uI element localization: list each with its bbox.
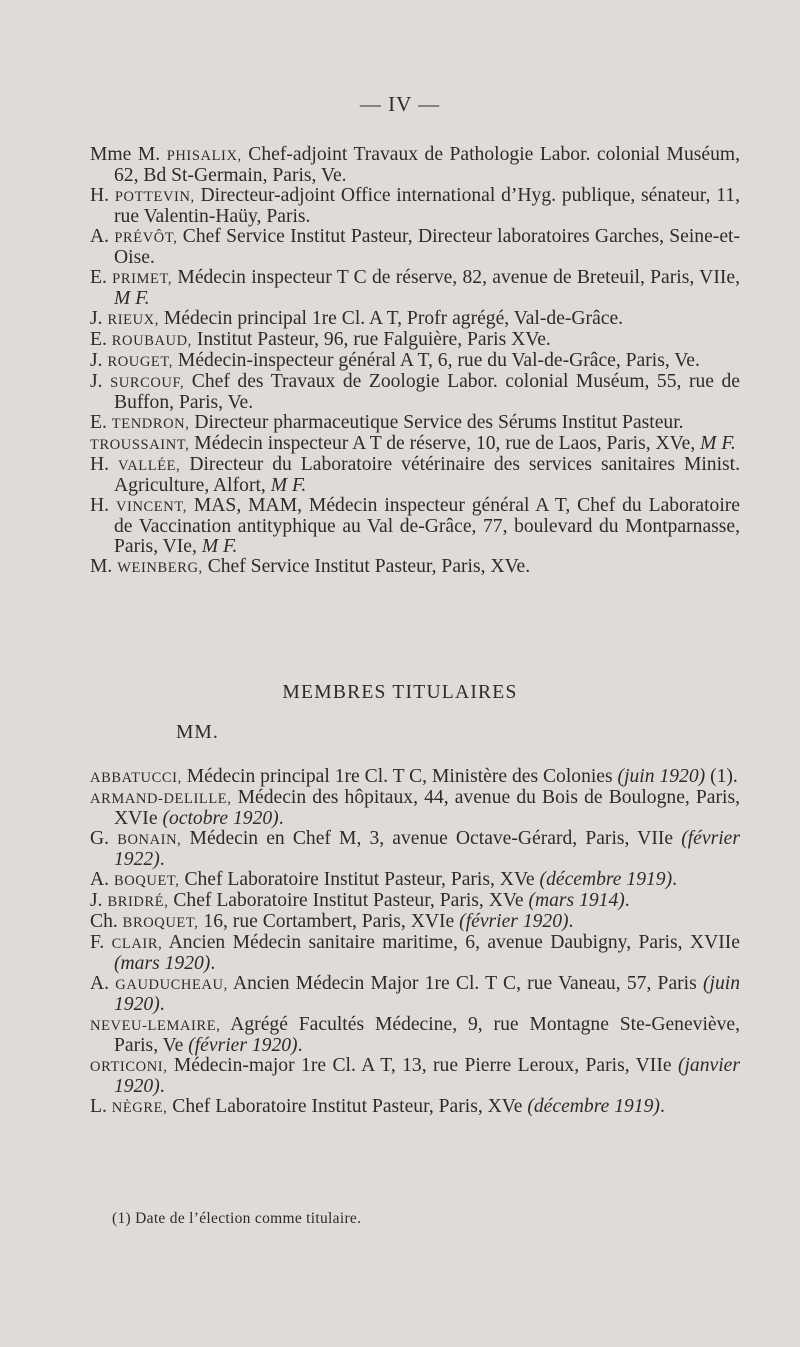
- entry-name: POTTEVIN,: [114, 189, 195, 205]
- staff-list: [90, 145, 740, 578]
- entry-date: (décembre 1919): [539, 869, 673, 890]
- entry-date: (octobre 1920): [162, 808, 279, 829]
- entry-text: Médecin inspecteur T C de réserve, 82, avenue de Breteuil, Paris, VIIe,: [177, 267, 740, 288]
- staff-entry: [90, 186, 740, 227]
- entry-name: VALLÉE,: [118, 458, 181, 474]
- staff-entry: [90, 413, 740, 434]
- entry-tail: M F.: [700, 433, 736, 454]
- entry-text: Ancien Médecin sanitaire maritime, 6, avenue Daubigny, Paris, XVIIe: [168, 932, 740, 953]
- entry-name: TROUSSAINT,: [90, 437, 190, 453]
- entry-text: Chef Service Institut Pasteur, Paris, XVe.: [207, 556, 531, 577]
- mm-label: MM.: [176, 722, 219, 743]
- entry-name: BRIDRÉ,: [107, 894, 169, 910]
- member-entry: [90, 829, 740, 870]
- entry-tail: M F.: [270, 475, 307, 496]
- entry-name: PRIMET,: [112, 271, 173, 287]
- entry-initial: J.: [90, 350, 103, 371]
- entry-initial: G.: [90, 828, 110, 849]
- entry-tail: M F.: [114, 288, 150, 309]
- entry-initial: A.: [90, 973, 110, 994]
- entry-date: (mars 1914): [528, 890, 625, 911]
- member-entry: [90, 912, 740, 933]
- member-entry: [90, 974, 740, 1015]
- entry-after: .: [659, 1096, 665, 1117]
- staff-entry: [90, 434, 740, 455]
- entry-text: MAS, MAM, Médecin inspecteur général A T, Chef du Laboratoire de Vaccination antityphique au Val de-Grâce, 77, boulevard du Montparnasse, Paris, VIe,: [114, 495, 740, 557]
- entry-initial: A.: [90, 226, 110, 247]
- entry-text: Médecin principal 1re Cl. T C, Ministère des Colonies: [186, 766, 613, 787]
- entry-text: Directeur-adjoint Office international d’Hyg. publique, sénateur, 11, rue Valentin-Haüy, Paris.: [114, 185, 740, 227]
- entry-after: .: [159, 994, 165, 1015]
- entry-name: ABBATUCCI,: [90, 770, 182, 786]
- entry-text: Chef-adjoint Travaux de Pathologie Labor. colonial Muséum, 62, Bd St-Germain, Paris, Ve.: [114, 144, 741, 186]
- entry-initial: H.: [90, 495, 110, 516]
- entry-name: TENDRON,: [111, 416, 190, 432]
- entry-initial: E.: [90, 412, 107, 433]
- member-entry: [90, 788, 740, 829]
- entry-text: Agrégé Facultés Médecine, 9, rue Montagne Ste-Geneviève, Paris, Ve: [114, 1014, 740, 1056]
- staff-entry: [90, 227, 740, 268]
- entry-name: NEVEU-LEMAIRE,: [90, 1018, 221, 1034]
- entry-tail: M F.: [201, 536, 238, 557]
- member-list: [90, 767, 740, 1118]
- entry-after: .: [568, 911, 574, 932]
- entry-text: Médecin inspecteur A T de réserve, 10, rue de Laos, Paris, XVe,: [194, 433, 696, 454]
- entry-name: CLAIR,: [111, 936, 163, 952]
- entry-name: RIEUX,: [107, 312, 159, 328]
- entry-after: .: [297, 1035, 303, 1056]
- entry-after: (1).: [705, 766, 738, 787]
- entry-text: 16, rue Cortambert, Paris, XVIe: [203, 911, 455, 932]
- staff-entry: [90, 372, 740, 413]
- entry-text: Chef des Travaux de Zoologie Labor. colonial Muséum, 55, rue de Buffon, Paris, Ve.: [114, 371, 741, 413]
- entry-initial: J.: [90, 890, 103, 911]
- staff-entry: [90, 330, 740, 351]
- entry-name: PHISALIX,: [166, 148, 242, 164]
- entry-text: Médecin-major 1re Cl. A T, 13, rue Pierre Leroux, Paris, VIIe: [173, 1055, 672, 1076]
- entry-date: (janvier 1920): [114, 1055, 740, 1097]
- entry-initial: E.: [90, 267, 107, 288]
- entry-initial: J.: [90, 371, 103, 392]
- staff-entry: [90, 309, 740, 330]
- entry-after: .: [624, 890, 630, 911]
- entry-name: WEINBERG,: [117, 560, 203, 576]
- entry-initial: M.: [90, 556, 113, 577]
- entry-date: (juin 1920): [617, 766, 706, 787]
- entry-text: Chef Service Institut Pasteur, Directeur laboratoires Garches, Seine-et-Oise.: [114, 226, 740, 268]
- entry-after: .: [210, 953, 216, 974]
- entry-text: Directeur du Laboratoire vétérinaire des services sanitaires Minist. Agriculture, Alfort,: [114, 454, 741, 496]
- staff-entry: [90, 455, 740, 496]
- entry-name: GAUDUCHEAU,: [115, 977, 228, 993]
- entry-text: Institut Pasteur, 96, rue Falguière, Paris XVe.: [196, 329, 551, 350]
- entry-text: Directeur pharmaceutique Service des Sérums Institut Pasteur.: [194, 412, 684, 433]
- entry-initial: Ch.: [90, 911, 118, 932]
- entry-name: SURCOUF,: [110, 375, 185, 391]
- entry-initial: A.: [90, 869, 110, 890]
- entry-name: ROUBAUD,: [111, 333, 192, 349]
- entry-name: BONAIN,: [117, 832, 182, 848]
- member-entry: [90, 1097, 740, 1118]
- entry-text: Médecin principal 1re Cl. A T, Profr agrégé, Val-de-Grâce.: [163, 308, 624, 329]
- section-heading: MEMBRES TITULAIRES: [282, 682, 518, 703]
- entry-after: .: [672, 869, 678, 890]
- entry-text: Médecin en Chef M, 3, avenue Octave-Gérard, Paris, VIIe: [189, 828, 674, 849]
- entry-date: (mars 1920): [114, 953, 211, 974]
- staff-entry: [90, 351, 740, 372]
- entry-text: Chef Laboratoire Institut Pasteur, Paris, XVe: [184, 869, 535, 890]
- staff-entry: [90, 557, 740, 578]
- member-entry: [90, 767, 740, 788]
- entry-date: (février 1920): [188, 1035, 298, 1056]
- member-entry: [90, 891, 740, 912]
- entry-text: Chef Laboratoire Institut Pasteur, Paris, XVe: [172, 1096, 523, 1117]
- entry-name: ORTICONI,: [90, 1059, 168, 1075]
- entry-initial: L.: [90, 1096, 107, 1117]
- entry-name: VINCENT,: [115, 499, 187, 515]
- entry-date: (février 1922): [114, 828, 740, 870]
- entry-text: Chef Laboratoire Institut Pasteur, Paris, XVe: [173, 890, 524, 911]
- page-number: — IV —: [359, 92, 441, 116]
- entry-initial: F.: [90, 932, 105, 953]
- entry-name: BROQUET,: [122, 915, 199, 931]
- entry-initial: Mme M.: [90, 144, 161, 165]
- entry-name: ARMAND-DELILLE,: [90, 791, 232, 807]
- entry-after: .: [159, 1076, 165, 1097]
- member-entry: [90, 1056, 740, 1097]
- entry-name: ROUGET,: [107, 354, 173, 370]
- entry-text: Ancien Médecin Major 1re Cl. T C, rue Vaneau, 57, Paris: [232, 973, 697, 994]
- entry-date: (décembre 1919): [527, 1096, 660, 1117]
- footnote: (1) Date de l’élection comme titulaire.: [112, 1210, 362, 1227]
- entry-name: NÈGRE,: [111, 1100, 168, 1116]
- entry-text: Médecin-inspecteur général A T, 6, rue du Val-de-Grâce, Paris, Ve.: [177, 350, 700, 371]
- entry-date: (février 1920): [459, 911, 569, 932]
- entry-name: BOQUET,: [113, 873, 180, 889]
- entry-initial: H.: [90, 454, 110, 475]
- entry-date: (juin 1920): [114, 973, 740, 1015]
- entry-after: .: [159, 849, 165, 870]
- staff-entry: [90, 268, 740, 309]
- member-entry: [90, 870, 740, 891]
- entry-after: .: [278, 808, 284, 829]
- staff-entry: [90, 145, 740, 186]
- entry-text: Médecin des hôpitaux, 44, avenue du Bois de Boulogne, Paris, XVIe: [114, 787, 740, 829]
- entry-name: PRÉVÔT,: [114, 230, 178, 246]
- member-entry: [90, 933, 740, 974]
- entry-initial: J.: [90, 308, 103, 329]
- entry-initial: H.: [90, 185, 110, 206]
- staff-entry: [90, 496, 740, 557]
- entry-initial: E.: [90, 329, 107, 350]
- member-entry: [90, 1015, 740, 1056]
